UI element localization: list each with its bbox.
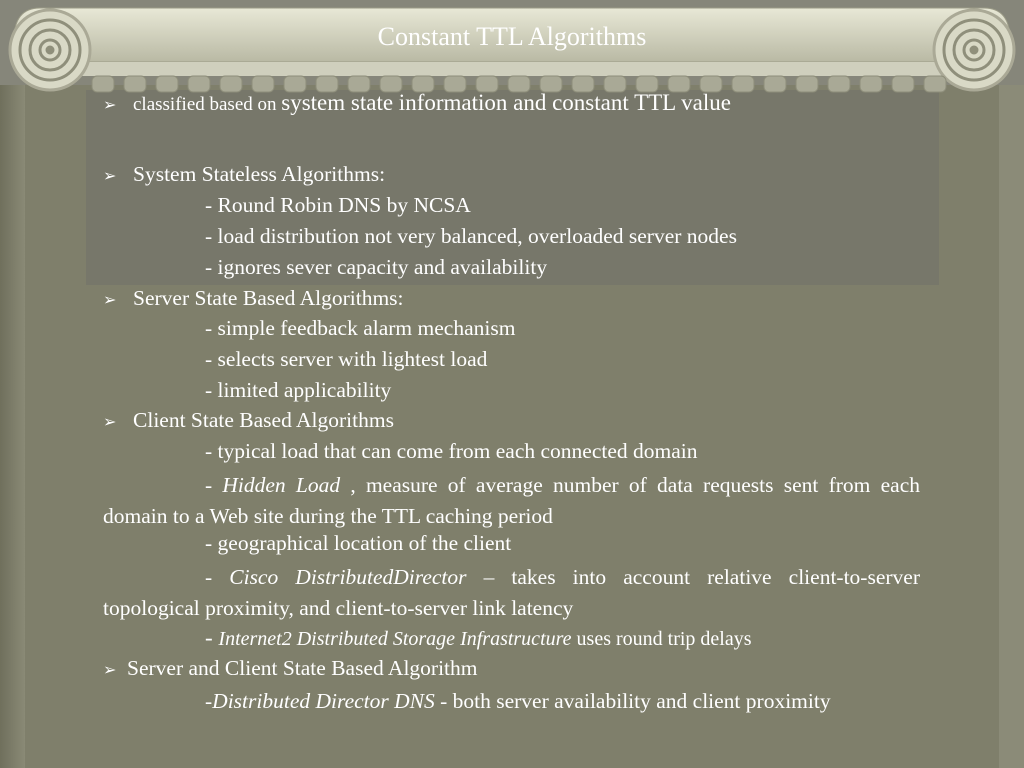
slide-title: Constant TTL Algorithms	[377, 22, 647, 51]
arrow-bullet-icon: ➢	[103, 412, 117, 431]
arrow-bullet-icon: ➢	[103, 660, 117, 679]
arrow-bullet-icon: ➢	[103, 166, 117, 185]
arrow-bullet-icon: ➢	[103, 95, 117, 114]
server-state-item-3: - limited applicability	[205, 378, 392, 402]
stateless-item-1: - Round Robin DNS by NCSA	[205, 193, 471, 217]
item-rest: , measure of average number of data requests sent from each domain to a Web site during the TTL caching period	[103, 473, 920, 528]
item-rest: uses round trip delays	[571, 628, 752, 650]
stateless-heading-text: System Stateless Algorithms:	[133, 162, 386, 186]
intro-large-text: system state information and constant TTL value	[281, 90, 731, 115]
item-rest: - both server availability and client proximity	[434, 689, 831, 713]
server-state-heading	[103, 286, 404, 311]
stateless-item-2: - load distribution not very balanced, overloaded server nodes	[205, 224, 737, 248]
item-prefix: -	[205, 565, 230, 589]
intro-small-text: classified based on	[133, 94, 282, 115]
item-prefix: -	[205, 473, 223, 497]
client-state-heading	[103, 408, 394, 433]
combined-heading	[103, 656, 478, 681]
combined-heading-text: Server and Client State Based Algorithm	[127, 656, 478, 680]
server-state-item-1: - simple feedback alarm mechanism	[205, 316, 516, 340]
intro-line	[103, 90, 731, 116]
client-state-item-3: - geographical location of the client	[205, 531, 512, 555]
stateless-heading	[103, 162, 385, 187]
client-state-item-1: - typical load that can come from each connected domain	[205, 439, 698, 463]
hidden-load-term: Hidden Load	[222, 473, 341, 497]
client-state-item-4	[103, 562, 920, 624]
internet2-term: Internet2 Distributed Storage Infrastructure	[218, 628, 572, 650]
server-state-heading-text: Server State Based Algorithms:	[133, 286, 404, 310]
distributed-director-term: Distributed Director DNS	[212, 689, 435, 713]
combined-item	[103, 686, 920, 717]
item-rest: – takes into account relative client-to-server topological proximity, and client-to-server link latency	[103, 565, 920, 620]
server-state-item-2: - selects server with lightest load	[205, 347, 488, 371]
client-state-item-5	[103, 625, 752, 651]
client-state-heading-text: Client State Based Algorithms	[133, 408, 394, 432]
arrow-bullet-icon: ➢	[103, 290, 117, 309]
stateless-item-3: - ignores sever capacity and availability	[205, 255, 548, 279]
client-state-item-2	[103, 470, 920, 532]
item-prefix: -	[205, 689, 213, 713]
item-prefix: -	[205, 625, 219, 650]
cisco-term: Cisco DistributedDirector	[229, 565, 467, 589]
